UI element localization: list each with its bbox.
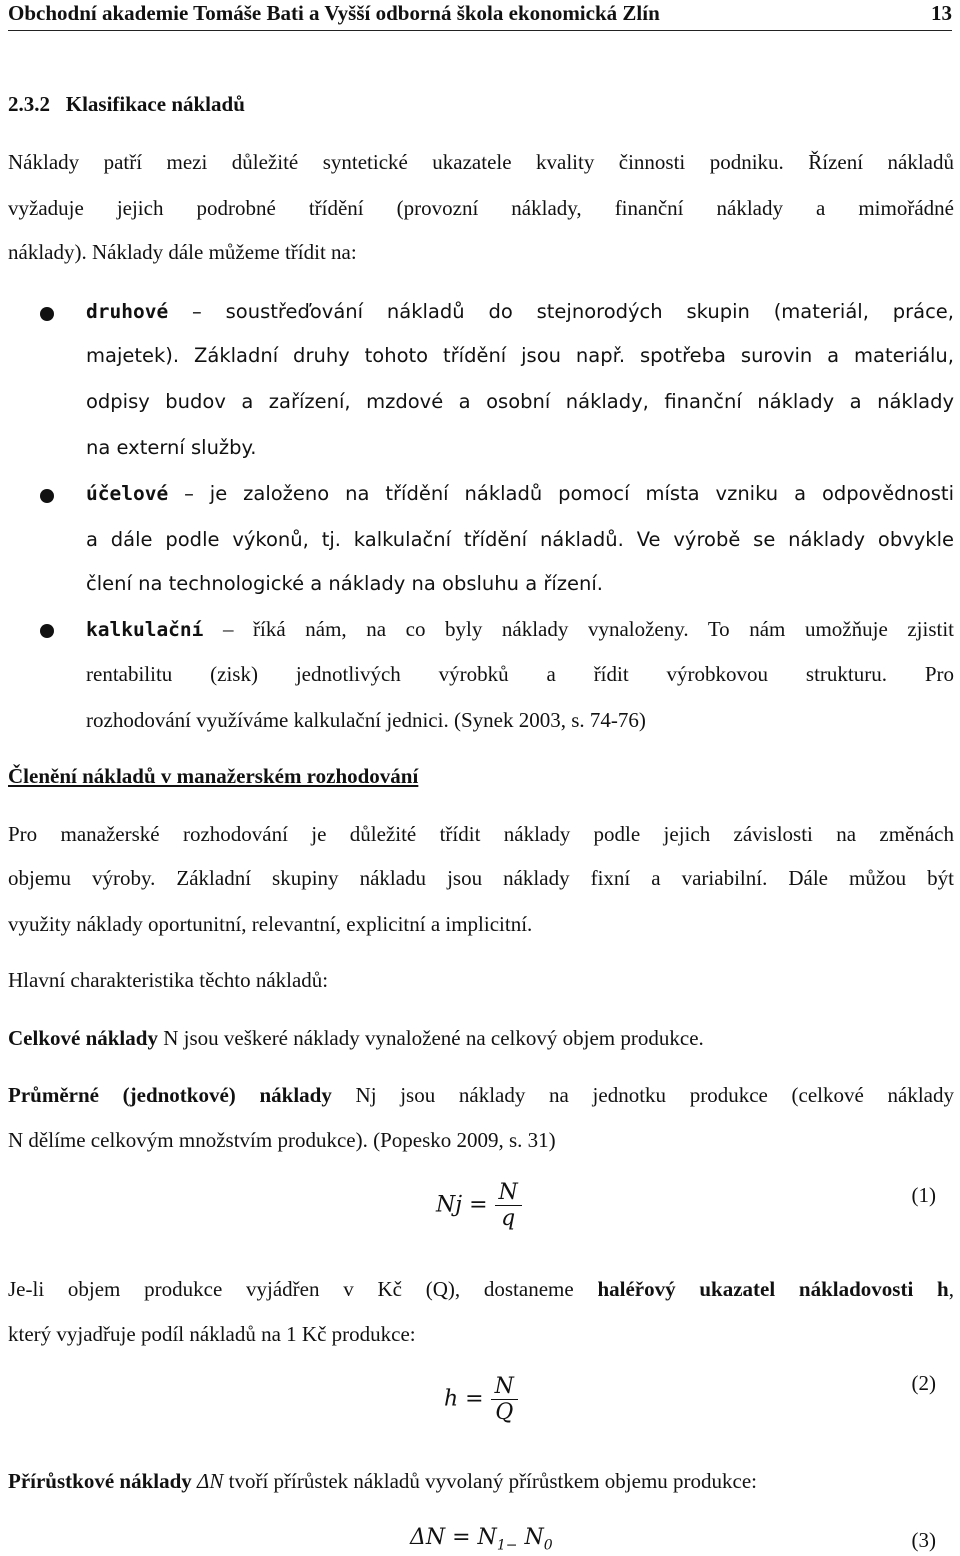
equation-3: $\Delta N = N_{1-}$ $N_0$ [410,1525,553,1554]
para2: Hlavní charakteristika těchto nákladů: [8,968,329,992]
page-number: 13 [931,1,952,25]
intro-line-1: Náklady patří mezi důležité syntetické ukazatele kvality činnosti podniku. Řízení nákladů [8,150,954,174]
bullet-ucelove-line-1: účelové – je založeno na třídění nákladů pomocí místa vzniku a odpovědnosti [86,482,955,505]
bullet-druhove-line-4: na externí služby. [86,436,257,459]
bullet-kalkulacni-line-1: kalkulační – říká nám, na co byly náklady vynaloženy. To nám umožňuje zjistit [86,617,955,641]
header-title: Obchodní akademie Tomáše Bati a Vyšší odborná škola ekonomická Zlín [8,1,660,25]
bullet-dot [40,307,54,321]
para6: Přírůstkové náklady ΔN tvoří přírůstek nákladů vyvolaný přírůstkem objemu produkce: [8,1469,758,1493]
para3: Celkové náklady N jsou veškeré náklady vynaložené na celkový objem produkce. [8,1026,704,1050]
bullet-kalkulacni-line-2: rentabilitu (zisk) jednotlivých výrobků a řídit výrobkovou strukturu. Pro [86,662,954,686]
para5-line-2: který vyjadřuje podíl nákladů na 1 Kč produkce: [8,1322,416,1346]
bullet-dot [40,489,54,503]
bullet-ucelove-line-2: a dále podle výkonů, tj. kalkulační třídění nákladů. Ve výrobě se náklady obvykle [86,528,954,551]
equation-1-number: (1) [911,1183,936,1207]
intro-line-2: vyžaduje jejich podrobné třídění (provozní náklady, finanční náklady a mimořádné [8,196,954,220]
bullet-druhove-line-2: majetek). Základní druhy tohoto třídění jsou např. spotřeba surovin a materiálu, [86,344,954,367]
equation-1: Nj = $\frac{N}{q}$ [436,1180,522,1231]
para5-line-1: Je-li objem produkce vyjádřen v Kč (Q), dostaneme haléřový ukazatel nákladovosti h, [8,1277,954,1301]
equation-3-number: (3) [911,1528,936,1552]
bullet-dot [40,624,54,638]
para4-line-2: N dělíme celkovým množstvím produkce). (Popesko 2009, s. 31) [8,1128,556,1152]
fraction: $\frac{N}{q}$ [495,1180,522,1231]
bullet-term: druhové [86,300,169,323]
page-header [8,0,952,31]
bullet-term: kalkulační [86,618,204,641]
equation-2: h = $\frac{N}{Q}$ [444,1374,518,1425]
bullet-kalkulacni-line-3: rozhodování využíváme kalkulační jednici. (Synek 2003, s. 74-76) [86,708,646,732]
para1-line-2: objemu výroby. Základní skupiny nákladu jsou náklady fixní a variabilní. Dále můžou být [8,866,954,890]
section-heading [8,92,245,117]
para1-line-3: využity náklady oportunitní, relevantní, explicitní a implicitní. [8,912,533,936]
subheading: Členění nákladů v manažerském rozhodování [8,764,419,788]
bullet-ucelove-line-3: člení na technologické a náklady na obsluhu a řízení. [86,572,603,595]
equation-2-number: (2) [911,1371,936,1395]
bullet-term: účelové [86,482,169,505]
section-title: Klasifikace nákladů [65,92,245,116]
bullet-druhove-line-3: odpisy budov a zařízení, mzdové a osobní náklady, finanční náklady a náklady [86,390,954,413]
fraction: $\frac{N}{Q}$ [491,1374,518,1425]
para4-line-1: Průměrné (jednotkové) náklady Nj jsou náklady na jednotku produkce (celkové náklady [8,1083,954,1107]
section-number: 2.3.2 [8,92,50,116]
bullet-druhove-line-1: druhové – soustřeďování nákladů do stejnorodých skupin (materiál, práce, [86,300,955,323]
para1-line-1: Pro manažerské rozhodování je důležité třídit náklady podle jejich závislosti na změnách [8,822,954,846]
intro-line-3: náklady). Náklady dále můžeme třídit na: [8,240,357,264]
